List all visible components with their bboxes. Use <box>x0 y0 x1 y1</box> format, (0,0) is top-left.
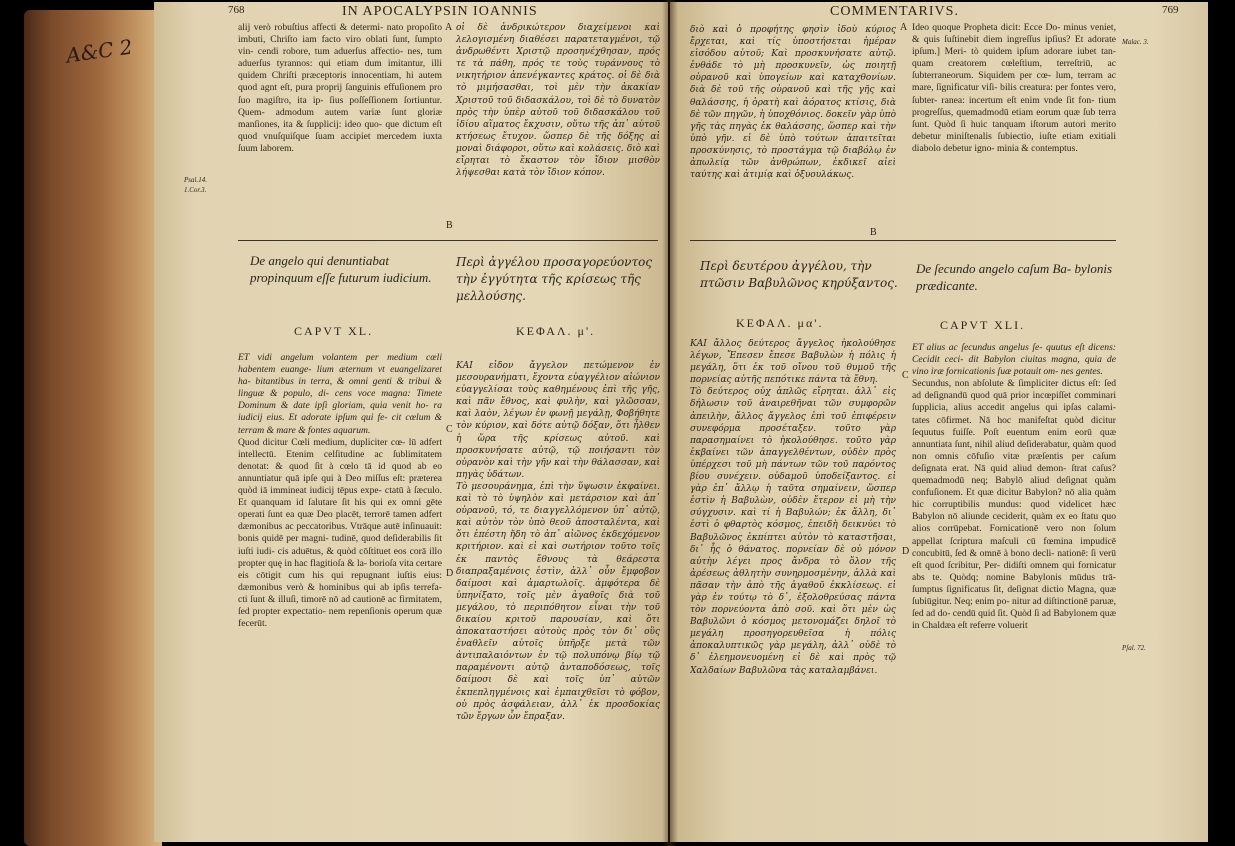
chapter-number-greek-right: ΚΕΦΑΛ. μα'. <box>736 316 824 330</box>
scripture-latin-rev-14-8: ET alius ac ſecundus angelus ſe- quutus eſt dicens: Cecidit ceci- dit Babylon ciuitas magna, quia de vino iræ fornicationis ſuæ potauit om- nes gentes. <box>912 342 1116 378</box>
section-marker-d-right: D <box>902 546 910 557</box>
margin-note-malachi: Malac. 3. <box>1122 38 1149 46</box>
handwritten-shelf-mark: A&C 2 <box>64 34 134 68</box>
section-marker-a: A <box>445 22 453 33</box>
section-marker-b: B <box>446 220 453 231</box>
lower-greek-column-right <box>690 338 896 838</box>
right-page <box>670 2 1208 842</box>
lower-latin-column-right <box>912 342 1116 838</box>
chapter-number-latin-left: CAPVT XL. <box>294 324 374 338</box>
chapter-number-greek-left: ΚΕΦΑΛ. μ'. <box>516 324 596 338</box>
top-greek-text: οἱ δὲ ἀνδρικώτερον διαχείμενοι καὶ λελογισμένη διαθέσει παρατεταγμένοι, τῷ ἀνδρωθέντι Χριστῷ προσηνέχθησαν, πρός τε τὰ πάθη, πρός τε τοὺς τυράννους τὸ νικητήριον ἀπενέγκαντες κράτος. οἱ δὲ διὰ τὸ μιμήσασθαι, τοὶ μὲν τὴν ἀκακίαν Χριστοῦ τοῦ διδασκάλου, τοὶ δὲ τὸ δυνατὸν πρὸς τὴν ὑπὲρ αὐτοῦ τοῦ διδασκάλου τοῦ ἰδίου αἵματος ἔκχυσιν, οὕτω τῆς ἀπ᾽ αὐτοῦ κτήσεως ἔτυχον. ὥσπερ δὲ τῆς δόξης αἱ μοναὶ διάφοροι, οὕτω καὶ κολάσεις. διὸ καὶ εἴρηται τὸ ἕκαστον τὸν ἴδιον μισθὸν λήψεσθαι κατὰ τὸν ἴδιον κόπον. <box>456 23 660 179</box>
top-greek-text-right: διὸ καὶ ὁ προφήτης φησὶν ἰδοὺ κύριος ἔρχεται, καὶ τίς ὑποστήσεται ἡμέραν εἰσόδου αὐτοῦ; Καὶ προσκυνήσατε αὐτῷ. ἐνθάδε τὸ μὴ προσκυνεῖν, ὡς ποιητῇ οὐρανοῦ καὶ ὑπογείων καὶ καταχθονίων. διὰ δὲ τοῦ τῆς οὐρανοῦ καὶ τῆς γῆς καὶ θαλάσσης, ἡ ὁρατὴ καὶ ἀόρατος κτίσις, διὰ δὲ τῶν πηγῶν, ἡ ὑποχθόνιος. δοκεῖν γὰρ ὑπὸ γῆς τὰς πηγὰς ἐκ θαλάσσης, ὥσπερ καὶ τὴν ὑπὸ γῆν. εἰ δὲ ὑπὸ τούτων ἀπαιτεῖται προσκύνησις, τὸ προστάγμα τῷ διαβόλῳ ἐν ἀπωλείᾳ τῶν ἀνθρώπων, ἐκδικεῖ αἰεὶ ταύτης καὶ ἀτιμίᾳ καὶ ὀξυουλάκως. <box>690 25 896 181</box>
chapter-title-latin-right: De ſecundo angelo caſum Ba- bylonis prædicante. <box>916 261 1113 293</box>
running-head-right: COMMENTARIVS. <box>830 4 959 19</box>
page-number-right: 769 <box>1162 4 1179 16</box>
section-divider-left <box>238 240 658 241</box>
section-marker-d: D <box>446 568 454 579</box>
commentary-greek-right: Τὸ δεύτερος οὐχ ἁπλῶς εἴρηται. ἀλλ᾽ εἰς δήλωσιν τοῦ ἀναιρεθῆναι τῶν συμφορῶν ἀπειλὴν, ἄλλος ἄγγελος ἐπὶ τοῦ ἐπιφέρειν συνεφόρμα προσέταξεν. τοῦτο γὰρ παρασημαίνει τὸ ἠκολούθησε. τοῦτο γὰρ ἐκβαίνει τῶν ἀπαγγελθέντων, οὐδὲν πρὸς ὑπέρχεσι τοῦ μὴ πάντων τῶν τοῦ παρόντος βίου συνέχειν. οὐδαμοῦ ὑποδείξαντος. εἰ γὰρ ἐπ᾽ ἄλλῳ ἡ ταῦτα σημαίνειν, ὥσπερ ἐστὶν ἡ Βαβυλὼν, οὐδὲν ἕτερον εἰ μὴ τὴν σύγχυσιν. καὶ τί ἡ Βαβυλών; ἐκ ἄλλη, δι᾽ ἐστὶ ὁ φθαρτὸς κόσμος, ἐπειδὴ δεικνύει τὸ Βαβυλῶνος ἐκπίπτει αὐτὸν τὸ καταστῆσαι, δι᾽ ἧς ὁ θάνατος. πορνείαν δὲ οὐ μόνον αὐτὴν λέγει προς ἄνδρα τὸ ὅλον τῆς ἀρέσεως ἀθλητὴν συνηρμοσμένην, ἀλλὰ καὶ πᾶσαν τὴν ἀπὸ τῆς ἀγαθοῦ ἐκκλίσεως. εἰ γὰρ ἐν τούτῳ τὸ δ᾽, ἐξολοθρεύσας πάντα τὸν πορνεύοντα ἀπὸ σοῦ. καὶ ὅτι μὲν ὡς Βαβυλῶνι ὁ κόσμος μετονομάζει δηλοῖ τὸ μεγάλη προσηγορευθεῖσα ἡ πόλις ἀποκαλυπτικῶς γὰρ μεγάλη, ἀλλ᾽ οὐδὲ τὸ δ᾽ ἐλεημονευομένη εἰ δὲ καὶ πρὸς τῷ Χαλδαίων Βαβυλῶνα τὰς καταλαμβάνει. <box>690 387 896 676</box>
chapter-title-greek-right: Περὶ δευτέρου ἀγγέλου, τὴν πτῶσιν Βαβυλῶνος κηρύξαντος. <box>700 259 898 290</box>
left-page <box>154 2 668 842</box>
commentary-latin-right: Secundus, non abſolute & ſimpliciter dictus eſt: ſed ad deſignandū quod quā prior incœpiſſet comminari ſupplicia, alius accedit angelus qui ipſas calami- tates cōfirmet. Nā hoc manifeſtat quòd dicitur ſequutus fuiſſe. Poſt euentum enim eorū quæ annuntiata ſunt, nihil aliud deſiderabatur, quàm quod non omnis cōfuſio vitæ præſentis per caſum deſignata erat. Nā quid aliud demon- ſtrat caſus? quemadmodū neq; Babylō aliud deſignat quàm confuſionem. Et quæ dicitur Babylon? nō alia quàm hic corruptibilis mundus: quod videlicet hæc Babylon nō aliunde ceciderit, quàm ex eo ſtatu quo alios corrūpebat. Fornicationē vero non ſolum appellat ſcriptura maſculi cū fœmina impudicē concubitū, ſed & omnē à bono decli- nationē: ſi verū eſt quod ſcribitur, Per- didiſti omnem qui fornicatur abs te. Quòdq; nomine Babylonis mūdus trā- ſumptus ſignificatus ſit, deſignat dictio Magna, quæ ſubiūgitur. Neq; enim po- nitur ad diſtinctionē paruæ, ſed ad do- cendū quid ſit. Quòd ſi ad Babylonem quæ in Chaldæa eſt referre voluerit <box>912 378 1116 632</box>
section-marker-b-right: B <box>870 227 877 238</box>
commentary-greek-left: Τὸ μεσουράνημα, ἐπὶ τὴν ὕψωσιν ἐκφαίνει. καὶ τὸ τὸ ὑψηλὸν καὶ μετάρσιον καὶ ἀπ᾽ οὐρανοῦ, τό, τε διαγγελλόμενον ὑπ᾽ αὐτῷ, καὶ αὐτὸν τὸν ὑπὸ θεοῦ ἀποσταλέντα, καὶ ὅτι ἐπέστη ἤδη τὸ ἀπ᾽ αἰῶνος ἐκδεχόμενον κριτήριον. καὶ εἰ καὶ σωτήριον τοῦτο τοῖς ἐκ παντὸς ἔθνους τὰ θεάρεστα διαπραξαμένοις ἐστὶν, ἀλλ᾽ οὖν ἔμφοβον δαίμοσι καὶ ἁμαρτωλοῖς. ἀμφότερα δὲ ὑπηνίξατο, τοῖς μὲν ἀγαθοῖς διὰ τοῦ μεγάλου, τὸ περιπόθητον εἶναι τὴν τοῦ δικαίου κριτοῦ παρουσίαν, καὶ ὅτι ἀποκαταστήσει αὐτοὺς πρὸς τὸν δι᾽ οὓς ἐναθλεῖν αὐτοῖς ὑπῆρξε μετὰ τῶν ἀντιπαλαιόντων ἐν τῷ πολυπόνῳ βίῳ τῷ παραμένοντι αὐτῷ ἀνταποδόσεως, τοῖς δαίμοσι δὲ καὶ τοῖς ὑπ᾽ αὐτῶν ἐκπεπληγμένοις καὶ ἐμπαιχθεῖσι τὸ φόβον, οὐ πρὸς ἀσφάλειαν, ἀλλ᾽ ἐκ προσδοκίας τῶν ἔργων ὧν ἔπραξαν. <box>456 481 660 722</box>
lower-greek-column-left <box>456 360 660 840</box>
lower-latin-column-left <box>238 352 442 842</box>
section-marker-a-right: A <box>900 22 908 33</box>
scripture-greek-rev-14-6: ΚΑΙ εἶδον ἄγγελον πετώμενον ἐν μεσουρανήματι, ἔχοντα εὐαγγέλιον αἰώνιον εὐαγγελίσαι τοὺς καθημένους ἐπὶ τῆς γῆς, καὶ πᾶν ἔθνος, καὶ φυλὴν, καὶ γλῶσσαν, καὶ λαὸν, λέγων ἐν φωνῇ μεγάλῃ, Φοβήθητε τὸν κύριον, καὶ δότε αὐτῷ δόξαν, ὅτι ἦλθεν ἡ ὥρα τῆς κρίσεως αὐτοῦ. καὶ προσκυνήσατε αὐτῷ, τῷ ποιήσαντι τὸν οὐρανὸν καὶ τὴν γῆν καὶ τὴν θάλασσαν, καὶ πηγὰς ὑδάτων. <box>456 361 660 480</box>
top-latin-text-right: Ideo quoque Propheta dicit: Ecce Do- minus veniet, & quis ſuſtinebit diem ingreſſus ipſius? Et adorate ipſum.] Meri- tò quidem ipſum adorare iubet tan- quam creatorem cœleſtium, terreſtriū, ac ſubterraneorum. Siquidem per cœ- lum, terram ac mare, ſignificatur viſi- bilis creatura: per fontes vero, ſubter- ranea: incertum eſt enim vnde ſit fon- tium progreſſus, quemadmodū etiam eorum quæ ſub terra ſunt. Quòd ſi huic tanquam iſtorum autori merito debetur miniſtenalis ſubiectio, iuſte etiam exitiali diabolo debetur igno- minia & contemptus. <box>912 22 1116 154</box>
commentary-latin-left: Quod dicitur Cœli medium, dupliciter cœ- lū adfert intellectū. Etenim celſitudine ac ſublimitatem denotat: & quod ſit à cœlo tā id quod ab eo annuntiatur quā ipſe qui à Deo miſſus eſt: præterea quòd iā immineat iudicij tēpus expe- ctatū à ſæculo. Et quanquam id ſalutare ſit his qui ex omni gēte operati ſunt ea quæ Deo placēt, terrorē tamen adfert dæmonibus ac peccatoribus. Vtrāque autē inſinuauit: bonis quidē per magni- tudinē, quod deſiderabilis ſit iuſti iudi- cis aduētus, & quòd cōſtituet eos corā illo propter quę in hac flagitioſa & la- borioſa vita certare eis cōtigit cum his qui repugnant iuſtis eius: dæmonibus verò & hominibus qui ab ipſis terrefa- cti ſunt & illuſi, timorē nō ad cautionē ac firmitatem, ſed propter expectatio- nem repenſionis operum quæ fecerūt. <box>238 436 442 630</box>
margin-note-psalm-72: Pſal. 72. <box>1122 644 1146 652</box>
scripture-latin-rev-14-6: ET vidi angelum volantem per medium cœli habentem euange- lium æternum vt euangelizaret ha- bitantibus in terra, & omni genti & tribui & linguæ & populo, di- cens voce magna: Timete Dominum & date ipſi gloriam, quia venit ho- ra iudicij eius. Et adorate ipſum qui fe- cit cœlum & terram & mare & fontes aquarum. <box>238 352 442 436</box>
top-latin-text: alij verò robuſtius affecti & determi- nato propoſito imbuti, Chriſto iam facto viro oblati ſunt, ſumpto vin- cendi robore, tum aduerſus affectio- nes, tum aduerſus tyrannos: qui etiam dum imitantur, illi quidem Chriſti præceptoris innocentiam, hi autem quod agnt eſt, pura proprij ſanguinis effuſionem pro ſuo magiſtro, ita ip- ſius poſſeſſionem ſortiuntur. Quem- admodum autem variæ ſunt gloriæ manſiones, ita & ſupplicij: ideo quo- que dictum eſt quod vnuſquiſque ſuam accipiet mercedem iuxta ſuum laborem. <box>238 22 442 154</box>
book-fore-edge <box>24 10 162 846</box>
margin-note-cor: 1.Cor.3. <box>184 186 207 194</box>
section-marker-c: C <box>446 424 453 435</box>
margin-note-psalm: Psal.14. <box>184 176 207 184</box>
running-head-left: IN APOCALYPSIN IOANNIS <box>342 4 538 19</box>
chapter-number-latin-right: CAPVT XLI. <box>940 318 1026 332</box>
chapter-title-latin-left: De angelo qui denuntiabat propinquum eſſe futurum iudicium. <box>250 253 432 285</box>
page-number-left: 768 <box>228 4 245 16</box>
scripture-greek-rev-14-8: ΚΑΙ ἄλλος δεύτερος ἄγγελος ἠκολούθησε λέγων, Ἔπεσεν ἔπεσε Βαβυλὼν ἡ πόλις ἡ μεγάλη, ὅτι ἐκ τοῦ οἴνου τοῦ θυμοῦ τῆς πορνείας αὐτῆς πεπότικε πάντα τὰ ἔθνη. <box>690 339 896 386</box>
chapter-title-greek-left: Περὶ ἀγγέλου προσαγορεύοντος τὴν ἐγγύτητα τῆς κρίσεως τῆς μελλούσης. <box>456 255 653 303</box>
book-spread <box>24 0 1214 846</box>
section-divider-right <box>690 240 1116 241</box>
section-marker-c-right: C <box>902 370 909 381</box>
book-gutter <box>662 0 678 846</box>
